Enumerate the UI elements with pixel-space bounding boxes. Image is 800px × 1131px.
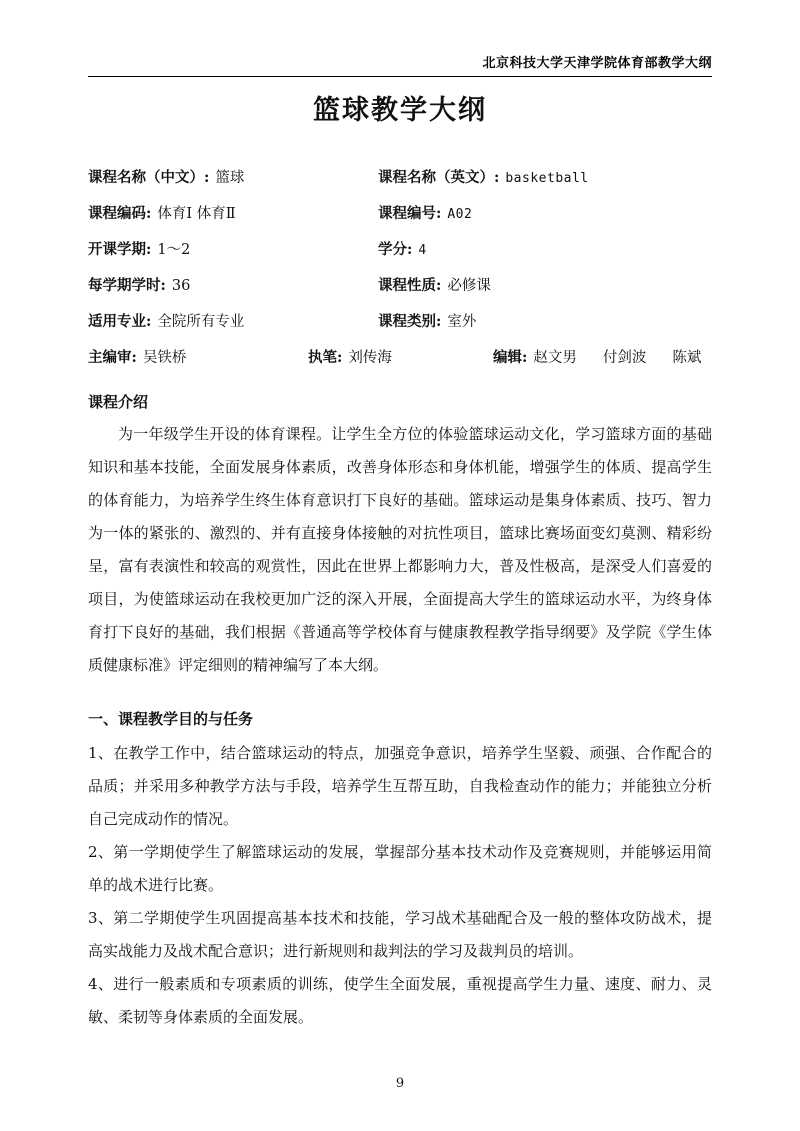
info-label: 课程性质: — [378, 277, 442, 294]
page-title: 篮球教学大纲 — [313, 95, 487, 126]
editors-list — [533, 346, 701, 367]
info-label: 开课学期: — [88, 241, 152, 258]
info-row — [88, 202, 712, 223]
info-label: 课程编号: — [378, 205, 442, 222]
info-label: 适用专业: — [88, 313, 152, 330]
section1-list — [88, 737, 712, 1034]
info-label: 课程名称（中文）: — [88, 169, 210, 186]
info-cell-left — [88, 166, 378, 187]
header-divider — [88, 76, 712, 77]
writer — [308, 346, 493, 367]
editors-label: 编辑: — [493, 349, 528, 366]
running-head: 北京科技大学天津学院体育部教学大纲 — [482, 56, 712, 71]
info-label: 学分: — [378, 241, 413, 258]
info-label: 课程编码: — [88, 205, 152, 222]
writer-label: 执笔: — [308, 349, 343, 366]
info-value: 4 — [418, 243, 427, 258]
info-cell-left — [88, 274, 378, 295]
info-cell-right — [378, 202, 712, 223]
info-cell-right — [378, 238, 712, 259]
info-cell-right — [378, 274, 712, 295]
writer-value: 刘传海 — [348, 350, 392, 366]
chief-editor-label: 主编审: — [88, 349, 137, 366]
course-info-table — [88, 166, 712, 367]
list-item: 1、在教学工作中，结合篮球运动的特点，加强竞争意识，培养学生坚毅、顽强、合作配合的品质；并采用多种教学方法与手段，培养学生互帮互助，自我检查动作的能力；并能独立分析自己完成动作的情况。 — [88, 744, 712, 828]
list-item: 4、进行一般素质和专项素质的训练，使学生全面发展，重视提高学生力量、速度、耐力、灵敏、柔韧等身体素质的全面发展。 — [88, 975, 712, 1026]
chief-editor-value: 吴铁桥 — [142, 350, 187, 366]
info-value: 必修课 — [447, 278, 491, 294]
info-cell-left — [88, 238, 378, 259]
info-value: 室外 — [447, 314, 477, 330]
info-value: 36 — [171, 278, 191, 294]
section1-heading: 一、课程教学目的与任务 — [88, 710, 254, 728]
chief-editor — [88, 346, 308, 367]
info-cell-left — [88, 310, 378, 331]
editor-name: 付剑波 — [602, 350, 647, 366]
info-value: 1～2 — [157, 242, 191, 258]
info-value: 全院所有专业 — [157, 314, 245, 330]
info-cell-left — [88, 202, 378, 223]
info-label: 每学期学时: — [88, 277, 166, 294]
info-row — [88, 274, 712, 295]
info-row — [88, 238, 712, 259]
document-body — [88, 160, 712, 1034]
info-row — [88, 310, 712, 331]
info-value: basketball — [505, 171, 589, 186]
info-row — [88, 166, 712, 187]
credits-row — [88, 346, 712, 367]
info-label: 课程类别: — [378, 313, 442, 330]
info-value: A02 — [447, 207, 473, 222]
info-value: 体育Ⅰ 体育Ⅱ — [157, 206, 236, 222]
editor-name: 赵文男 — [533, 350, 577, 366]
info-label: 课程名称（英文）: — [378, 169, 500, 186]
list-item: 2、第一学期使学生了解篮球运动的发展，掌握部分基本技术动作及竞赛规则，并能够运用简单的战术进行比赛。 — [88, 843, 712, 894]
list-item: 3、第二学期使学生巩固提高基本技术和技能，学习战术基础配合及一般的整体攻防战术，提高实战能力及战术配合意识；进行新规则和裁判法的学习及裁判员的培训。 — [88, 909, 712, 960]
intro-paragraph: 为一年级学生开设的体育课程。让学生全方位的体验篮球运动文化，学习篮球方面的基础知识和基本技能，全面发展身体素质，改善身体形态和身体机能，增强学生的体质、提高学生的体育能力，为培养学生终生体育意识打下良好的基础。篮球运动是集身体素质、技巧、智力为一体的紧张的、激烈的、并有直接身体接触的对抗性项目，篮球比赛场面变幻莫测、精彩纷呈，富有表演性和较高的观赏性，因此在世界上都影响力大，普及性极高，是深受人们喜爱的项目，为使篮球运动在我校更加广泛的深入开展，全面提高大学生的篮球运动水平，为终身体育打下良好的基础，我们根据《普通高等学校体育与健康教程教学指导纲要》及学院《学生体质健康标准》评定细则的精神编写了本大纲。 — [88, 425, 712, 674]
info-value: 篮球 — [215, 170, 245, 186]
page-number: 9 — [395, 1076, 405, 1091]
info-cell-right — [378, 310, 712, 331]
editors — [493, 346, 712, 367]
editor-name: 陈斌 — [672, 350, 702, 366]
intro-heading: 课程介绍 — [88, 393, 149, 411]
info-cell-right — [378, 166, 712, 187]
